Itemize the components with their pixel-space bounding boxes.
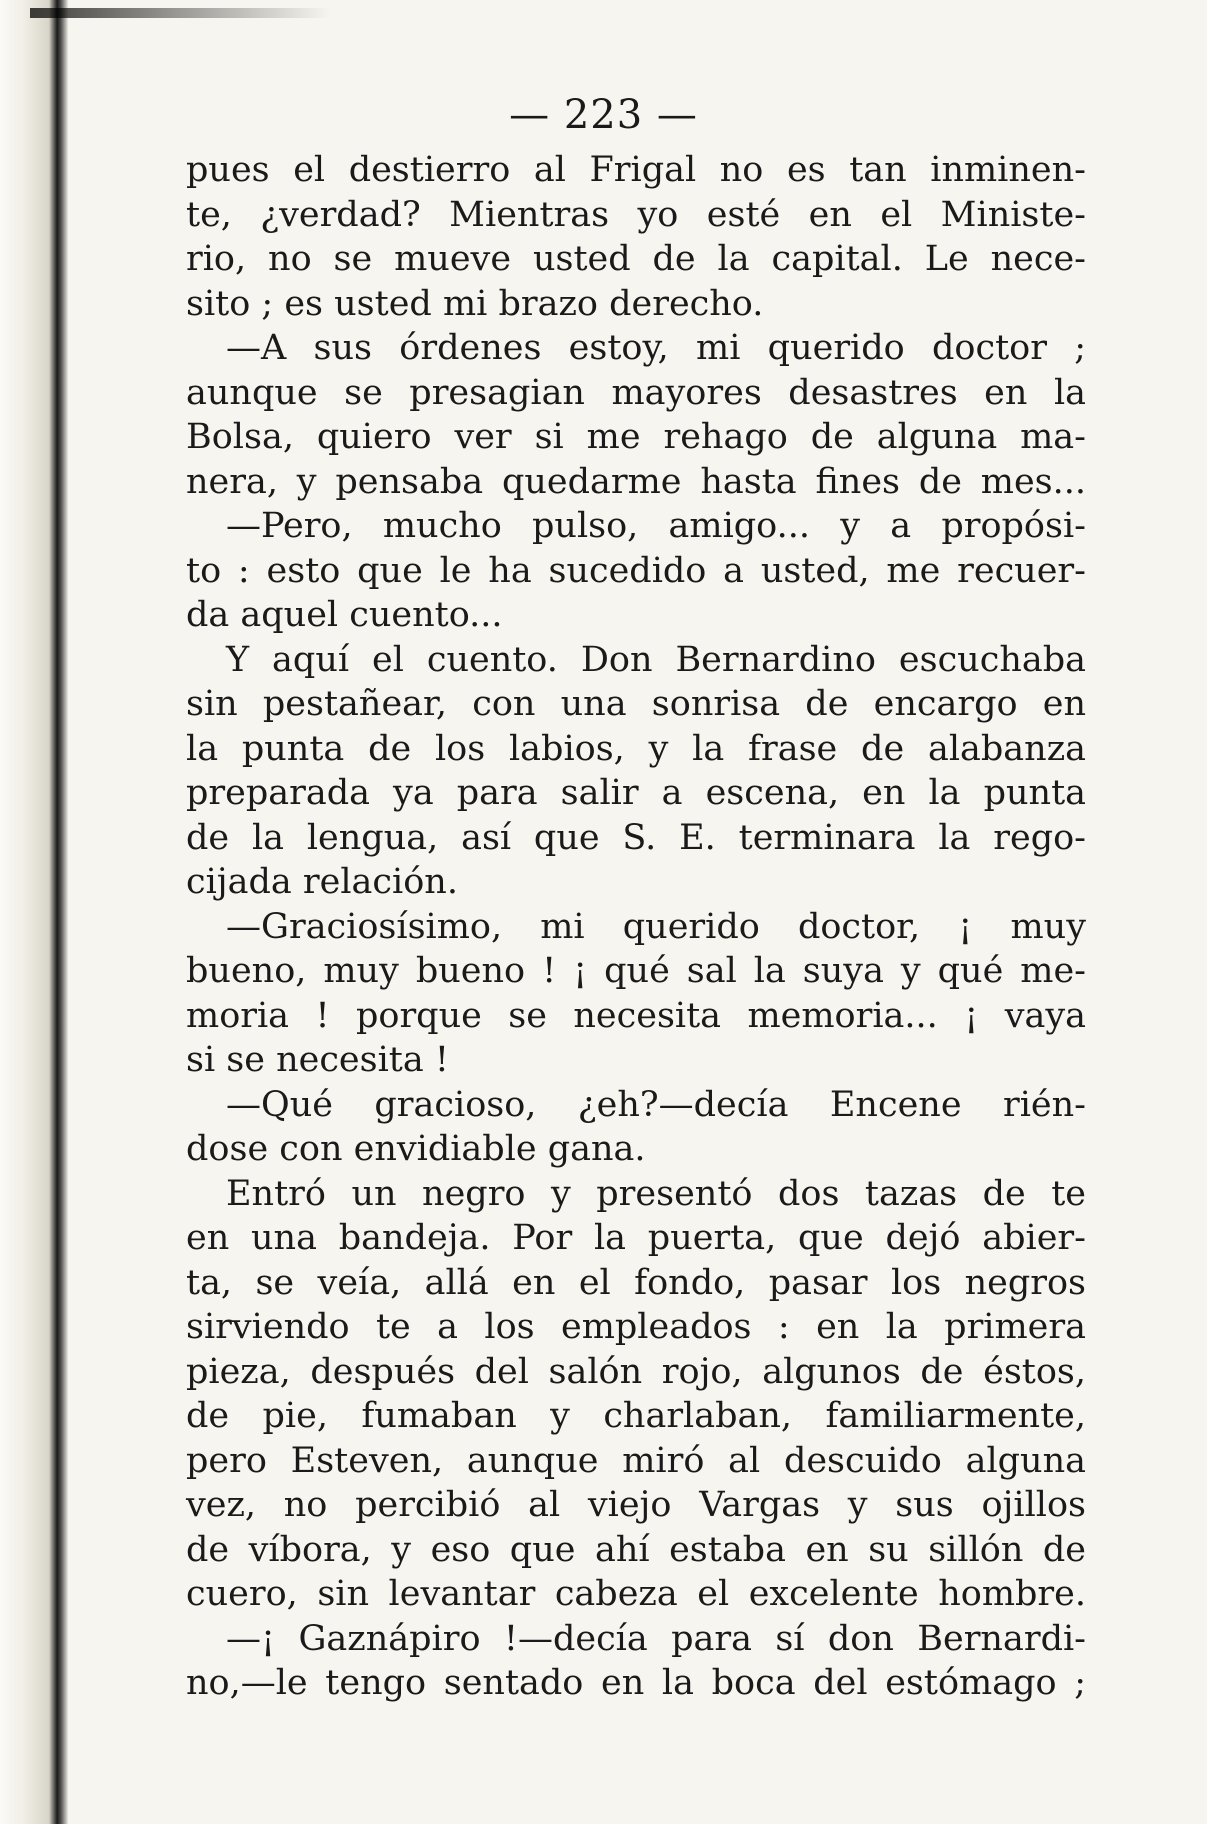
text-line: en una bandeja. Por la puerta, que dejó abier- bbox=[186, 1218, 1086, 1258]
text-line: de víbora, y eso que ahí estaba en su sillón de bbox=[186, 1529, 1086, 1570]
text-line: sin pestañear, con una sonrisa de encargo en bbox=[186, 684, 1086, 724]
text-line: moria ! porque se necesita memoria... ¡ vaya bbox=[186, 995, 1086, 1036]
body-text bbox=[186, 148, 1086, 1706]
text-line: nera, y pensaba quedarme hasta fines de mes... bbox=[186, 461, 1086, 502]
text-line: te, ¿verdad? Mientras yo esté en el Ministe- bbox=[186, 194, 1086, 235]
text-line: Entró un negro y presentó dos tazas de te bbox=[226, 1173, 1086, 1214]
text-line: de pie, fumaban y charlaban, familiarmente, bbox=[186, 1396, 1086, 1436]
text-line: pues el destierro al Frigal no es tan inminen- bbox=[186, 150, 1086, 190]
text-line: pieza, después del salón rojo, algunos de éstos, bbox=[186, 1351, 1086, 1392]
text-line: —Qué gracioso, ¿eh?—decía Encene rién- bbox=[226, 1084, 1086, 1125]
text-line: preparada ya para salir a escena, en la punta bbox=[186, 773, 1086, 813]
text-line: to : esto que le ha sucedido a usted, me recuer- bbox=[186, 550, 1086, 591]
text-line: —A sus órdenes estoy, mi querido doctor ; bbox=[226, 328, 1086, 368]
text-line: de la lengua, así que S. E. terminara la rego- bbox=[186, 817, 1086, 858]
text-line: ta, se veía, allá en el fondo, pasar los negros bbox=[186, 1262, 1086, 1303]
text-line: rio, no se mueve usted de la capital. Le nece- bbox=[186, 239, 1086, 279]
text-line: Bolsa, quiero ver si me rehago de alguna ma- bbox=[186, 417, 1086, 457]
text-line: si se necesita ! bbox=[186, 1040, 449, 1080]
text-line: aunque se presagian mayores desastres en la bbox=[186, 372, 1086, 413]
text-line: sirviendo te a los empleados : en la primera bbox=[186, 1307, 1086, 1347]
text-line: bueno, muy bueno ! ¡ qué sal la suya y qué me- bbox=[186, 951, 1086, 991]
text-line: sito ; es usted mi brazo derecho. bbox=[186, 283, 764, 324]
text-line: —Pero, mucho pulso, amigo... y a propósi- bbox=[226, 506, 1086, 546]
text-line: —¡ Gaznápiro !—decía para sí don Bernardi- bbox=[226, 1618, 1086, 1659]
text-line: pero Esteven, aunque miró al descuido alguna bbox=[186, 1440, 1086, 1481]
text-line: la punta de los labios, y la frase de alabanza bbox=[186, 728, 1086, 769]
page-number: — 223 — bbox=[509, 92, 698, 138]
text-line: cijada relación. bbox=[186, 862, 458, 902]
scan-mark bbox=[30, 8, 330, 18]
text-line: dose con envidiable gana. bbox=[186, 1129, 646, 1169]
text-line: cuero, sin levantar cabeza el excelente hombre. bbox=[186, 1574, 1086, 1614]
text-line: da aquel cuento... bbox=[186, 595, 503, 635]
binding-edge bbox=[0, 0, 68, 1824]
text-line: —Graciosísimo, mi querido doctor, ¡ muy bbox=[226, 906, 1086, 947]
text-line: vez, no percibió al viejo Vargas y sus ojillos bbox=[186, 1485, 1086, 1525]
text-line: no,—le tengo sentado en la boca del estómago ; bbox=[186, 1663, 1086, 1703]
text-line: Y aquí el cuento. Don Bernardino escuchaba bbox=[226, 639, 1086, 680]
